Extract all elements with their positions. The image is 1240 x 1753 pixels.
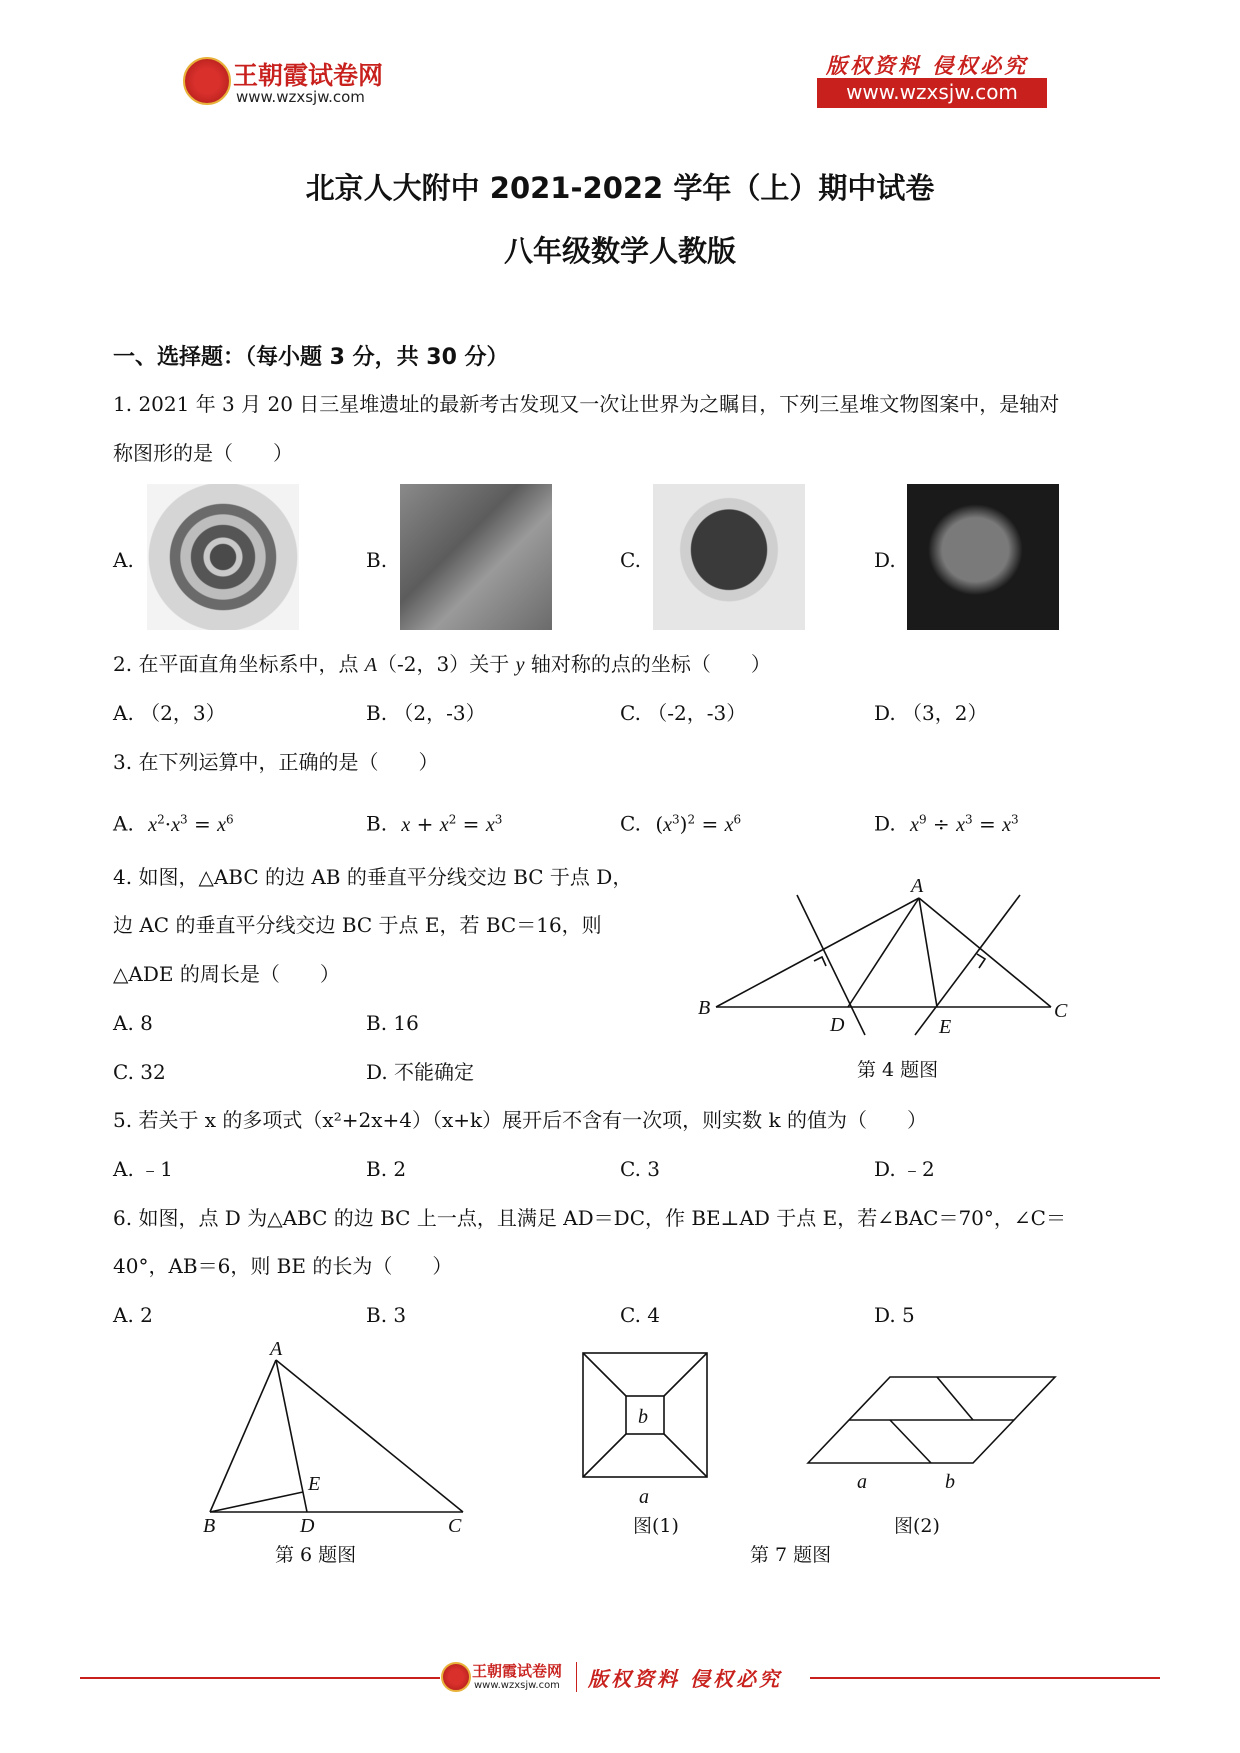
q6-stem-line2: 40°，AB＝6，则 BE 的长为（ ） — [113, 1254, 453, 1278]
footer-logo-url[interactable]: www.wzxsjw.com — [474, 1680, 560, 1691]
q4-segment-ae — [919, 898, 937, 1007]
q6-point-e: E — [308, 1473, 321, 1495]
q2-stem: 2. 在平面直角坐标系中，点 A（-2，3）关于 y 轴对称的点的坐标（ ） — [113, 652, 771, 676]
q1-option-d-image — [907, 484, 1059, 630]
q1-option-c-label: C. — [620, 548, 641, 572]
q6-segment-ad — [276, 1360, 307, 1512]
q3-option-a: A. $x^2\cdot x^3 = x^6$ — [113, 811, 234, 836]
q6-figure — [195, 1340, 480, 1535]
q7-fig2-label-b: b — [945, 1471, 955, 1493]
q1-option-a-label: A. — [113, 548, 134, 572]
q6-point-d: D — [300, 1515, 315, 1535]
q7-fig1-label-b: b — [638, 1406, 648, 1428]
q4-option-b: B. 16 — [366, 1011, 419, 1035]
q5-option-a: A. ﹣1 — [113, 1157, 173, 1181]
q1-stem-line1: 1. 2021 年 3 月 20 日三星堆遗址的最新考古发现又一次让世界为之瞩目，下列三星堆文物图案中，是轴对 — [113, 392, 1060, 416]
q6-figure-caption: 第 6 题图 — [275, 1544, 357, 1566]
q7-figure-2 — [800, 1360, 1065, 1495]
q5-option-b: B. 2 — [366, 1157, 407, 1181]
q4-figure-caption: 第 4 题图 — [857, 1059, 939, 1081]
q4-point-c: C — [1054, 1000, 1068, 1022]
q7-figure-caption: 第 7 题图 — [750, 1544, 832, 1566]
q5-option-d: D. ﹣2 — [874, 1157, 935, 1181]
q1-option-b-label: B. — [366, 548, 388, 572]
q6-segment-ac — [276, 1360, 463, 1512]
q4-stem-line3: △ADE 的周长是（ ） — [113, 962, 340, 986]
q5-option-c: C. 3 — [620, 1157, 661, 1181]
q3-stem: 3. 在下列运算中，正确的是（ ） — [113, 750, 439, 774]
q4-option-c: C. 32 — [113, 1060, 166, 1084]
q3-option-c-formula: $(x^3)^2 = x^6$ — [655, 811, 742, 836]
footer-rule-right — [810, 1677, 1160, 1679]
q3-option-b-formula: $x + x^2 = x^3$ — [401, 811, 503, 836]
q6-point-b: B — [203, 1515, 216, 1535]
copyright-notice: 版权资料 侵权必究 — [826, 53, 1029, 78]
copyright-url[interactable]: www.wzxsjw.com — [846, 80, 1018, 104]
footer-divider — [576, 1662, 577, 1692]
q7-fig1-label-a: a — [639, 1486, 649, 1508]
q4-stem-line1: 4. 如图，△ABC 的边 AB 的垂直平分线交边 BC 于点 D， — [113, 865, 633, 889]
q5-stem: 5. 若关于 x 的多项式（x²+2x+4）（x+k）展开后不含有一次项，则实数 k 的值为（ ） — [113, 1108, 927, 1132]
q4-point-d: D — [830, 1014, 845, 1036]
q6-point-c: C — [448, 1515, 462, 1535]
q3-option-d: D. $x^9 \div x^3 = x^3$ — [874, 811, 1019, 836]
q4-segment-ab — [716, 898, 919, 1007]
q7-figure-1-caption: 图(1) — [633, 1515, 679, 1537]
logo-url[interactable]: www.wzxsjw.com — [236, 88, 365, 106]
q6-stem-line1: 6. 如图，点 D 为△ABC 的边 BC 上一点，且满足 AD＝DC，作 BE⊥AD 于点 E，若∠BAC＝70°，∠C＝ — [113, 1206, 1066, 1230]
exam-title: 北京人大附中 2021-2022 学年（上）期中试卷 — [305, 171, 935, 205]
q4-right-angle-mark-1 — [814, 957, 826, 966]
q3-option-b: B. $x + x^2 = x^3$ — [366, 811, 503, 836]
logo-name: 王朝霞试卷网 — [233, 61, 384, 90]
q4-option-d: D. 不能确定 — [366, 1060, 475, 1084]
q4-segment-ac — [919, 898, 1051, 1007]
q7-figure-2-caption: 图(2) — [894, 1515, 940, 1537]
footer-copyright: 版权资料 侵权必究 — [588, 1667, 782, 1691]
q4-point-a: A — [911, 875, 924, 897]
q1-option-a-image — [147, 484, 299, 630]
exam-subtitle: 八年级数学人教版 — [503, 234, 736, 268]
logo-emblem-icon — [183, 57, 231, 105]
q4-option-a: A. 8 — [113, 1011, 153, 1035]
q4-stem-line2: 边 AC 的垂直平分线交边 BC 于点 E，若 BC＝16，则 — [113, 913, 602, 937]
q1-stem-line2: 称图形的是（ ） — [113, 441, 293, 465]
footer-logo-name: 王朝霞试卷网 — [472, 1662, 563, 1680]
q1-option-b-image — [400, 484, 552, 630]
q7-fig2-label-a: a — [857, 1471, 867, 1493]
q4-figure — [690, 870, 1090, 1045]
q3-option-a-formula: $x^2\cdot x^3 = x^6$ — [148, 811, 234, 836]
q3-option-d-formula: $x^9 \div x^3 = x^3$ — [910, 811, 1019, 836]
q7-figure-1 — [575, 1345, 715, 1510]
q4-point-e: E — [939, 1016, 952, 1038]
section-heading-multiple-choice: 一、选择题：（每小题 3 分，共 30 分） — [113, 345, 509, 370]
q2-option-b: B. （2，-3） — [366, 701, 486, 725]
q4-point-b: B — [698, 997, 711, 1019]
q6-option-d: D. 5 — [874, 1303, 915, 1327]
q6-option-b: B. 3 — [366, 1303, 407, 1327]
q4-right-angle-mark-2 — [977, 954, 985, 968]
q4-segment-ad — [848, 898, 919, 1007]
q6-option-c: C. 4 — [620, 1303, 661, 1327]
q6-point-a: A — [270, 1340, 283, 1360]
q2-option-a: A. （2，3） — [113, 701, 226, 725]
q2-option-c: C. （-2，-3） — [620, 701, 747, 725]
q6-segment-ab — [210, 1360, 276, 1512]
footer-logo-emblem-icon — [441, 1662, 471, 1692]
footer-rule-left — [80, 1677, 440, 1679]
q6-segment-be — [210, 1492, 303, 1512]
q3-option-c: C. $(x^3)^2 = x^6$ — [620, 811, 742, 836]
q2-option-d: D. （3，2） — [874, 701, 988, 725]
q1-option-d-label: D. — [874, 548, 896, 572]
q1-option-c-image — [653, 484, 805, 630]
q6-option-a: A. 2 — [113, 1303, 153, 1327]
